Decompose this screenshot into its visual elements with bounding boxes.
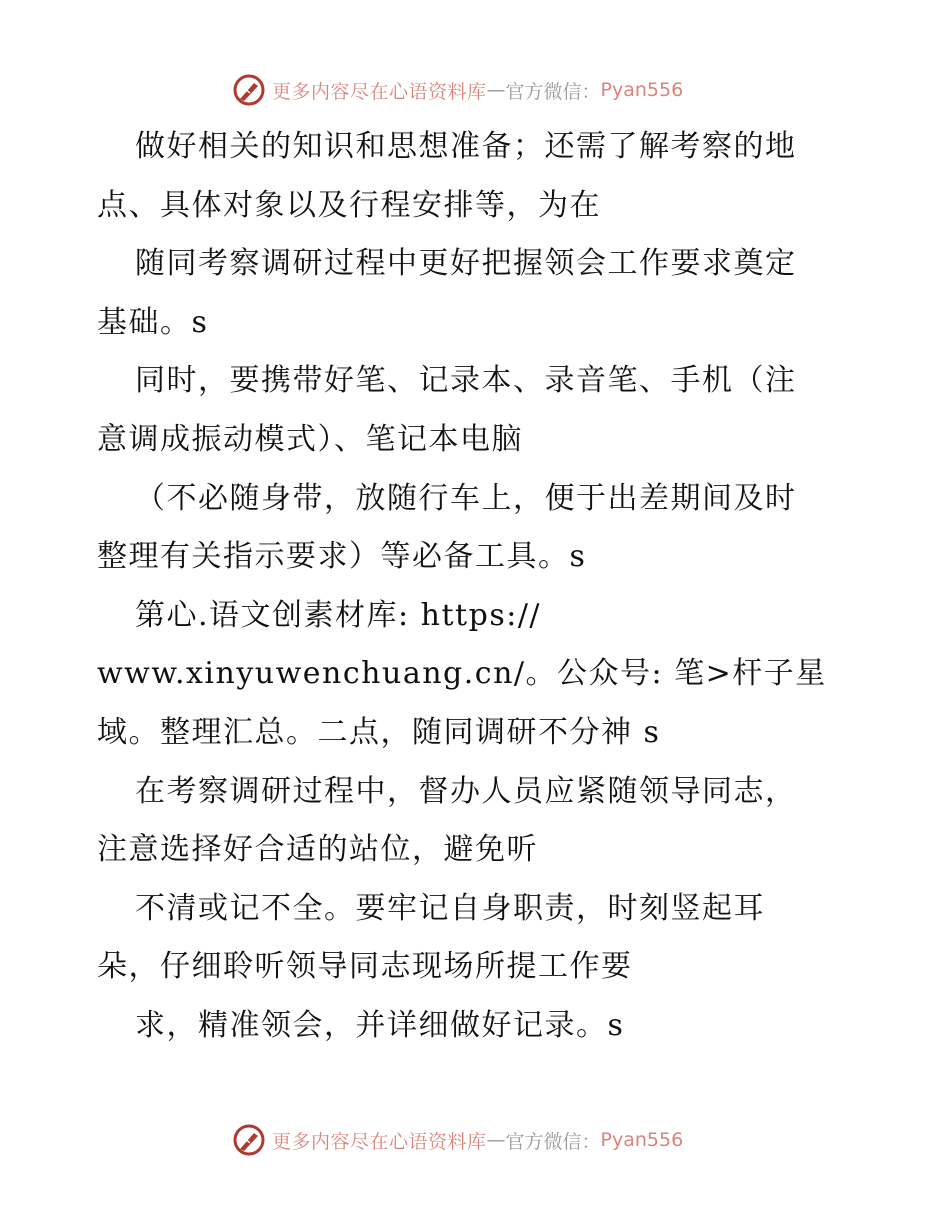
text-line: 意调成振动模式）、笔记本电脑 <box>97 421 523 457</box>
text-line: 求，精准领会，并详细做好记录。s <box>135 1007 625 1043</box>
wechat-id: Pyan556 <box>600 79 684 101</box>
text-line: 做好相关的知识和思想准备；还需了解考察的地 <box>135 129 797 164</box>
separator: — <box>486 79 506 101</box>
separator: — <box>486 1129 506 1151</box>
text-line: 随同考察调研过程中更好把握领会工作要求奠定 <box>135 246 797 282</box>
text-line: 整理有关指示要求）等必备工具。s <box>97 539 587 575</box>
text-line: www.xinyuwenchuang.cn/。公众号: 笔>杆子星 <box>97 656 827 692</box>
header-banner <box>232 70 683 110</box>
pen-logo-icon <box>232 73 266 107</box>
wechat-id: Pyan556 <box>600 1129 684 1151</box>
text-line: （不必随身带，放随行车上，便于出差期间及时 <box>135 480 797 516</box>
wechat-label: 官方微信： <box>505 1130 601 1153</box>
promo-text: 更多内容尽在心语资料库 <box>272 1130 487 1153</box>
text-line: 基础。s <box>97 304 209 340</box>
text-line: 域。整理汇总。二点，随同调研不分神 s <box>97 714 661 750</box>
pen-logo-icon <box>232 1123 266 1157</box>
wechat-label: 官方微信： <box>505 80 601 103</box>
text-line: 在考察调研过程中，督办人员应紧随领导同志， <box>135 773 797 809</box>
text-line: 注意选择好合适的站位，避免听 <box>97 832 538 868</box>
text-line: 同时，要携带好笔、记录本、录音笔、手机（注 <box>135 363 797 399</box>
text-line: 第心.语文创素材库: https:// <box>135 597 542 633</box>
text-line: 朵，仔细聆听领导同志现场所提工作要 <box>97 949 633 985</box>
text-line: 点、具体对象以及行程安排等，为在 <box>97 187 601 223</box>
document-body <box>97 118 867 1056</box>
promo-text: 更多内容尽在心语资料库 <box>272 80 487 103</box>
footer-banner <box>232 1120 683 1160</box>
text-line: 不清或记不全。要牢记自身职责，时刻竖起耳 <box>135 890 765 926</box>
